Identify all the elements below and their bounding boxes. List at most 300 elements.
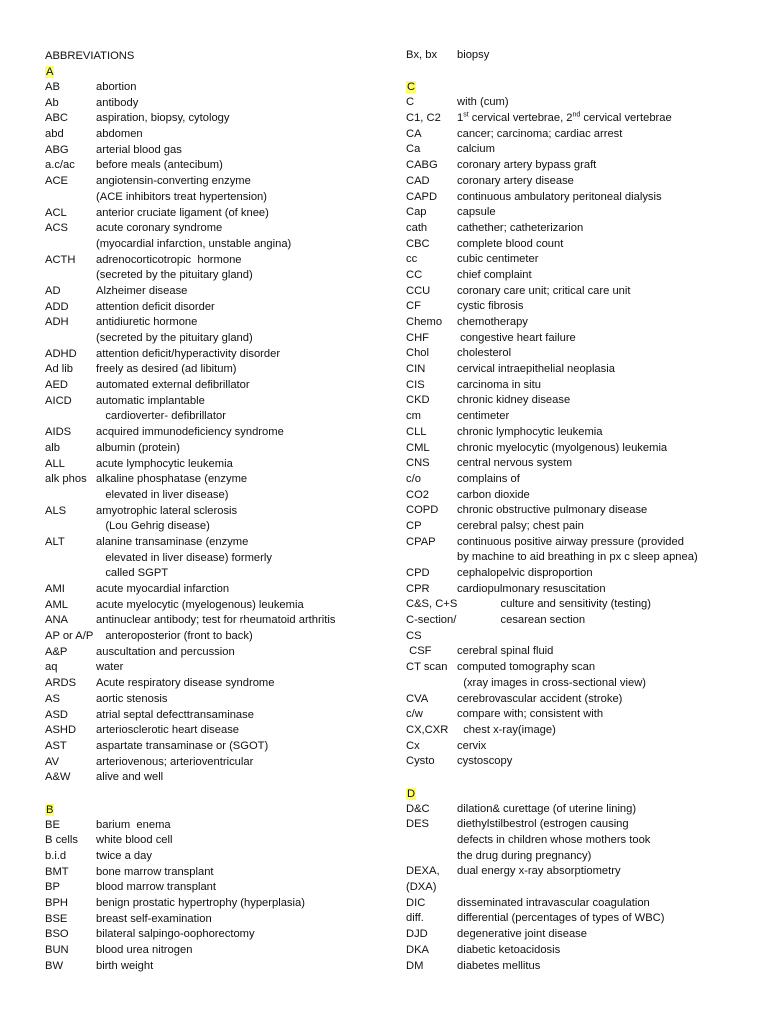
abbreviation-definition: antibody <box>96 96 139 109</box>
abbreviation-row <box>406 644 746 660</box>
abbreviation-row <box>406 174 746 190</box>
page-title: ABBREVIATIONS <box>45 50 135 62</box>
abbreviation-row <box>45 409 365 425</box>
abbreviation-term: ALT <box>45 535 65 548</box>
abbreviation-definition: differential (percentages of types of WBC) <box>457 912 665 925</box>
abbreviation-term: ALL <box>45 457 65 470</box>
abbreviation-row <box>45 80 365 96</box>
abbreviation-term: CABG <box>406 159 438 172</box>
abbreviation-term: AB <box>45 81 60 93</box>
abbreviation-term: Ab <box>45 96 59 109</box>
abbreviation-term: cc <box>406 253 418 266</box>
abbreviation-term <box>406 550 457 566</box>
abbreviation-row <box>45 613 365 629</box>
abbreviation-term: ACTH <box>45 253 76 266</box>
abbreviation-term: CPD <box>406 567 430 579</box>
abbreviation-definition: Alzheimer disease <box>96 284 188 297</box>
abbreviation-term: c/o <box>406 472 421 485</box>
abbreviation-definition: antidiuretic hormone <box>96 316 198 329</box>
abbreviation-row <box>45 268 365 284</box>
abbreviation-term: c/w <box>406 708 423 721</box>
abbreviation-term: a.c/ac <box>45 159 75 172</box>
abbreviation-term: DIC <box>406 896 426 909</box>
abbreviation-term: CAD <box>406 174 430 187</box>
abbreviation-definition: cephalopelvic disproportion <box>457 567 593 579</box>
abbreviation-row <box>406 613 746 629</box>
abbreviation-term: CX,CXR <box>406 723 449 736</box>
section-letter <box>45 802 365 818</box>
abbreviation-row <box>45 221 365 237</box>
abbreviation-row <box>406 190 746 206</box>
abbreviation-definition: freely as desired (ad libitum) <box>96 363 237 376</box>
abbreviation-row <box>406 378 746 394</box>
abbreviation-term: BUN <box>45 944 69 957</box>
abbreviation-row <box>45 253 365 269</box>
abbreviation-term: BP <box>45 881 60 894</box>
abbreviation-definition: computed tomography scan <box>457 661 596 674</box>
abbreviation-term: DJD <box>406 928 428 941</box>
abbreviation-row <box>45 488 365 504</box>
abbreviation-row <box>406 723 746 739</box>
abbreviation-row <box>406 441 746 457</box>
abbreviation-row <box>406 911 746 927</box>
abbreviation-term: C&S, C+S <box>406 598 458 611</box>
abbreviation-row <box>406 660 746 676</box>
section-spacer <box>45 786 365 802</box>
abbreviation-definition: cystoscopy <box>457 755 513 768</box>
abbreviation-row <box>45 284 365 300</box>
abbreviation-definition: chronic obstructive pulmonary disease <box>457 504 648 517</box>
abbreviation-row <box>45 504 365 520</box>
abbreviation-term: CHF <box>406 331 429 344</box>
abbreviation-row <box>406 582 746 598</box>
abbreviation-definition: amyotrophic lateral sclerosis <box>96 504 238 517</box>
abbreviation-term: Bx, bx <box>406 49 438 61</box>
abbreviation-definition: arteriovenous; arterioventricular <box>96 755 254 768</box>
abbreviation-term: AST <box>45 739 67 752</box>
abbreviation-row <box>406 362 746 378</box>
abbreviation-definition: carbon dioxide <box>457 488 530 501</box>
abbreviation-row <box>45 551 365 567</box>
abbreviation-definition: antinuclear antibody; test for rheumatoid arthritis <box>96 614 336 627</box>
abbreviation-term: Ad lib <box>45 363 73 376</box>
abbreviation-term: CIN <box>406 363 426 376</box>
abbreviation-row <box>45 96 365 112</box>
abbreviation-term: ABG <box>45 143 69 156</box>
abbreviation-term: DEXA, <box>406 865 440 878</box>
abbreviation-term: DM <box>406 959 424 972</box>
abbreviation-definition: cubic centimeter <box>457 253 539 266</box>
abbreviation-row <box>45 378 365 394</box>
abbreviation-definition: cardioverter- defibrillator <box>96 410 226 423</box>
abbreviation-row <box>406 346 746 362</box>
abbreviation-definition: cervical intraepithelial neoplasia <box>457 363 615 376</box>
abbreviation-row <box>45 190 365 206</box>
abbreviation-row <box>45 425 365 441</box>
abbreviation-row <box>45 833 365 849</box>
abbreviation-term <box>45 488 96 504</box>
abbreviation-row <box>45 519 365 535</box>
abbreviation-definition: cerebral spinal fluid <box>457 645 554 658</box>
abbreviation-definition: the drug during pregnancy) <box>457 849 592 862</box>
abbreviation-definition: benign prostatic hypertrophy (hyperplasia) <box>96 897 305 910</box>
abbreviation-term: aq <box>45 661 58 674</box>
abbreviation-row <box>45 708 365 724</box>
abbreviation-term: DKA <box>406 943 430 956</box>
abbreviation-term: COPD <box>406 504 439 517</box>
abbreviation-term: AV <box>45 755 60 768</box>
abbreviation-definition: acute myocardial infarction <box>96 583 230 595</box>
section-letter-label: C <box>407 81 416 94</box>
abbreviation-row <box>45 755 365 771</box>
abbreviation-definition: white blood cell <box>96 834 173 847</box>
abbreviation-row <box>406 456 746 472</box>
abbreviation-row <box>406 237 746 253</box>
abbreviation-row <box>406 519 746 535</box>
abbreviation-row <box>45 927 365 943</box>
abbreviation-row <box>45 331 365 347</box>
abbreviation-definition: (secreted by the pituitary gland) <box>96 269 253 282</box>
abbreviation-row <box>45 206 365 222</box>
abbreviation-term: CKD <box>406 394 430 407</box>
abbreviation-term <box>406 849 457 865</box>
abbreviation-term: b.i.d <box>45 850 67 862</box>
abbreviation-definition: birth weight <box>96 959 154 972</box>
abbreviation-term: CO2 <box>406 488 430 501</box>
abbreviation-definition: alive and well <box>96 771 164 784</box>
abbreviation-term: ARDS <box>45 677 77 690</box>
abbreviation-term: diff. <box>406 912 424 925</box>
abbreviation-row <box>406 550 746 566</box>
abbreviation-row <box>45 566 365 582</box>
abbreviation-definition: degenerative joint disease <box>457 928 587 941</box>
abbreviation-definition: automatic implantable <box>96 394 205 407</box>
abbreviation-term: AED <box>45 379 69 392</box>
abbreviation-row <box>406 158 746 174</box>
abbreviation-term: ANA <box>45 614 69 627</box>
abbreviation-term: CA <box>406 127 422 140</box>
abbreviation-row <box>406 268 746 284</box>
abbreviation-row <box>45 598 365 614</box>
abbreviation-term: CBC <box>406 237 430 250</box>
abbreviation-definition: Acute respiratory disease syndrome <box>96 677 275 690</box>
left-column <box>45 48 365 975</box>
abbreviation-row <box>406 959 746 975</box>
abbreviation-term: Chemo <box>406 316 443 328</box>
abbreviation-row <box>45 739 365 755</box>
abbreviation-term: CSF <box>406 645 432 658</box>
abbreviation-row <box>45 723 365 739</box>
abbreviation-definition: chronic lymphocytic leukemia <box>457 425 603 438</box>
abbreviation-definition: chronic myelocytic (myolgenous) leukemia <box>457 441 668 454</box>
abbreviation-definition: adrenocorticotropic hormone <box>96 253 242 266</box>
abbreviation-definition: acute myelocytic (myelogenous) leukemia <box>96 598 304 611</box>
section-letter <box>406 79 746 95</box>
abbreviation-row <box>406 927 746 943</box>
abbreviation-definition: congestive heart failure <box>457 331 576 344</box>
abbreviation-row <box>406 95 746 111</box>
abbreviation-definition: coronary artery bypass graft <box>457 159 597 172</box>
abbreviation-definition: cerebrovascular accident (stroke) <box>457 692 623 705</box>
abbreviation-term: CF <box>406 300 421 313</box>
abbreviation-row <box>45 676 365 692</box>
abbreviation-definition: aspiration, biopsy, cytology <box>96 112 230 125</box>
section-spacer <box>406 64 746 80</box>
abbreviation-row <box>45 896 365 912</box>
abbreviation-row <box>45 457 365 473</box>
abbreviation-definition <box>457 629 746 645</box>
abbreviation-definition: diethylstilbestrol (estrogen causing <box>457 818 629 831</box>
abbreviation-definition: abortion <box>96 81 137 93</box>
abbreviation-row <box>45 347 365 363</box>
abbreviation-definition: defects in children whose mothers took <box>457 834 651 846</box>
abbreviation-definition: continuous ambulatory peritoneal dialysis <box>457 190 662 203</box>
abbreviation-row <box>45 127 365 143</box>
abbreviation-row <box>406 864 746 880</box>
section-letter <box>406 786 746 802</box>
abbreviation-row <box>406 425 746 441</box>
abbreviation-term: CVA <box>406 692 429 705</box>
abbreviation-row <box>406 205 746 221</box>
abbreviation-term: ADH <box>45 316 69 329</box>
abbreviation-term: CAPD <box>406 190 438 203</box>
abbreviation-row <box>406 472 746 488</box>
abbreviation-row <box>45 959 365 975</box>
abbreviation-term: ACS <box>45 222 69 235</box>
abbreviation-term <box>45 519 96 535</box>
abbreviation-definition: culture and sensitivity (testing) <box>457 598 651 611</box>
abbreviation-term: CNS <box>406 457 430 470</box>
abbreviation-term: ASHD <box>45 724 77 737</box>
abbreviation-row <box>45 582 365 598</box>
abbreviation-definition: chemotherapy <box>457 316 528 328</box>
abbreviation-row <box>45 818 365 834</box>
abbreviation-definition: atrial septal defecttransaminase <box>96 708 254 721</box>
abbreviation-term: cath <box>406 221 428 234</box>
abbreviation-row <box>45 300 365 316</box>
section-letter-label: A <box>46 66 54 78</box>
abbreviation-row <box>406 692 746 708</box>
abbreviation-definition: (ACE inhibitors treat hypertension) <box>96 190 267 203</box>
abbreviation-definition: cardiopulmonary resuscitation <box>457 582 606 595</box>
section-spacer <box>406 770 746 786</box>
abbreviation-definition: acute lymphocytic leukemia <box>96 457 233 470</box>
abbreviation-term: B cells <box>45 834 78 847</box>
abbreviation-term <box>45 566 96 582</box>
abbreviation-term: CS <box>406 629 422 642</box>
abbreviation-row <box>45 660 365 676</box>
abbreviation-definition: cerebral palsy; chest pain <box>457 519 584 532</box>
right-column <box>406 48 746 974</box>
abbreviation-term <box>45 551 96 567</box>
abbreviation-term: CT scan <box>406 661 448 674</box>
abbreviation-row <box>45 362 365 378</box>
abbreviation-definition: attention deficit disorder <box>96 300 215 313</box>
abbreviation-row <box>45 394 365 410</box>
abbreviation-term: DES <box>406 818 430 831</box>
abbreviation-definition <box>457 880 746 896</box>
abbreviation-term: Cx <box>406 739 420 752</box>
abbreviation-definition: complains of <box>457 472 520 485</box>
abbreviation-term: A&P <box>45 645 68 658</box>
abbreviation-definition: called SGPT <box>96 567 169 580</box>
abbreviation-term: AD <box>45 284 61 297</box>
abbreviation-definition: alkaline phosphatase (enzyme <box>96 473 248 486</box>
abbreviation-row <box>406 48 746 64</box>
abbreviation-definition: coronary artery disease <box>457 174 574 187</box>
abbreviation-definition: coronary care unit; critical care unit <box>457 284 631 297</box>
abbreviation-row <box>45 535 365 551</box>
abbreviation-definition: acquired immunodeficiency syndrome <box>96 426 284 439</box>
abbreviation-term <box>45 331 96 347</box>
abbreviation-row <box>406 142 746 158</box>
abbreviation-definition: cystic fibrosis <box>457 300 524 313</box>
abbreviation-term: BSO <box>45 928 69 941</box>
abbreviation-term <box>45 190 96 206</box>
abbreviation-definition: dual energy x-ray absorptiometry <box>457 865 621 878</box>
abbreviation-term <box>45 268 96 284</box>
abbreviation-row <box>45 315 365 331</box>
abbreviation-definition: bilateral salpingo-oophorectomy <box>96 928 255 941</box>
abbreviation-term: ACE <box>45 175 69 188</box>
abbreviation-row <box>406 896 746 912</box>
abbreviation-definition: calcium <box>457 143 495 156</box>
abbreviation-definition: dilation& curettage (of uterine lining) <box>457 802 637 815</box>
abbreviation-term: ACL <box>45 206 67 219</box>
abbreviation-definition: (secreted by the pituitary gland) <box>96 332 253 344</box>
abbreviation-definition: carcinoma in situ <box>457 378 541 391</box>
abbreviation-row <box>45 912 365 928</box>
abbreviation-row <box>45 237 365 253</box>
abbreviation-definition: cesarean section <box>457 614 586 627</box>
section-letter <box>45 64 365 80</box>
abbreviation-term: BMT <box>45 865 69 878</box>
abbreviation-term: Chol <box>406 347 430 360</box>
abbreviation-row <box>406 817 746 833</box>
abbreviation-row <box>406 284 746 300</box>
abbreviation-row <box>406 315 746 331</box>
abbreviation-definition: aortic stenosis <box>96 692 168 705</box>
abbreviation-row <box>45 770 365 786</box>
abbreviation-term: ADHD <box>45 347 77 360</box>
abbreviation-definition: cathether; catheterizarion <box>457 221 584 234</box>
abbreviation-term: Cap <box>406 206 427 219</box>
abbreviation-definition: by machine to aid breathing in px c sleep apnea) <box>457 551 698 564</box>
abbreviation-term: BE <box>45 818 60 831</box>
abbreviation-term: CC <box>406 268 423 281</box>
abbreviation-definition: anterior cruciate ligament (of knee) <box>96 206 269 219</box>
abbreviation-definition: centimeter <box>457 410 510 423</box>
abbreviation-row <box>45 629 365 645</box>
abbreviation-definition: cancer; carcinoma; cardiac arrest <box>457 127 623 140</box>
abbreviation-definition: blood marrow transplant <box>96 881 217 894</box>
abbreviation-row <box>45 865 365 881</box>
abbreviation-definition: bone marrow transplant <box>96 865 214 878</box>
abbreviation-definition: diabetes mellitus <box>457 959 541 972</box>
abbreviation-term: A&W <box>45 771 71 784</box>
abbreviation-definition: acute coronary syndrome <box>96 222 223 235</box>
abbreviation-term: C <box>406 96 415 109</box>
abbreviation-term: CPR <box>406 582 430 595</box>
abbreviation-row <box>406 629 746 645</box>
abbreviation-term: CCU <box>406 284 431 297</box>
abbreviation-term: CIS <box>406 378 425 391</box>
abbreviation-row <box>45 849 365 865</box>
abbreviation-definition: 1st cervical vertebrae, 2nd cervical vertebrae <box>457 111 672 125</box>
abbreviation-definition: (Lou Gehrig disease) <box>96 520 210 533</box>
abbreviation-term <box>406 676 457 692</box>
abbreviation-row <box>45 692 365 708</box>
abbreviation-definition: breast self-examination <box>96 912 212 925</box>
abbreviation-definition: arterial blood gas <box>96 143 182 156</box>
abbreviation-row <box>45 143 365 159</box>
abbreviation-row <box>45 441 365 457</box>
abbreviation-term: CP <box>406 519 422 532</box>
abbreviation-term: C-section/ <box>406 614 457 627</box>
abbreviation-term: ABC <box>45 112 69 125</box>
abbreviation-row <box>406 676 746 692</box>
abbreviation-term: CPAP <box>406 535 436 548</box>
abbreviation-row <box>406 488 746 504</box>
abbreviation-term: Ca <box>406 143 421 156</box>
abbreviation-definition: auscultation and percussion <box>96 645 235 658</box>
abbreviation-row <box>45 472 365 488</box>
abbreviation-definition: chronic kidney disease <box>457 394 571 407</box>
abbreviation-row <box>406 299 746 315</box>
abbreviation-definition: abdomen <box>96 128 143 141</box>
abbreviation-row <box>406 535 746 551</box>
abbreviation-term <box>45 237 96 253</box>
abbreviation-definition: angiotensin-converting enzyme <box>96 175 251 188</box>
abbreviation-row <box>406 503 746 519</box>
abbreviation-term: CML <box>406 441 430 454</box>
abbreviation-definition: chest x-ray(image) <box>457 723 556 736</box>
abbreviation-row <box>406 707 746 723</box>
abbreviation-definition: arteriosclerotic heart disease <box>96 724 240 737</box>
abbreviation-term: cm <box>406 410 421 423</box>
abbreviation-definition: central nervous system <box>457 457 573 470</box>
abbreviation-row <box>406 943 746 959</box>
abbreviation-definition: diabetic ketoacidosis <box>457 943 561 956</box>
abbreviation-term: ADD <box>45 300 69 313</box>
abbreviation-term: C1, C2 <box>406 112 441 125</box>
abbreviation-term: ALS <box>45 504 67 517</box>
abbreviation-term: AP or A/P <box>45 630 94 643</box>
abbreviation-row <box>406 754 746 770</box>
abbreviation-term: AICD <box>45 394 72 407</box>
abbreviation-definition: anteroposterior (front to back) <box>96 630 253 643</box>
abbreviation-term: alk phos <box>45 473 87 486</box>
abbreviation-row <box>406 849 746 865</box>
abbreviation-definition: (myocardial infarction, unstable angina) <box>96 237 292 250</box>
abbreviation-row <box>406 252 746 268</box>
abbreviation-row <box>45 943 365 959</box>
abbreviation-row <box>406 111 746 127</box>
abbreviation-row <box>45 645 365 661</box>
abbreviation-definition: continuous positive airway pressure (provided <box>457 535 684 548</box>
abbreviation-definition: water <box>96 661 124 674</box>
abbreviation-definition: capsule <box>457 206 496 219</box>
abbreviation-row <box>45 158 365 174</box>
abbreviation-definition: compare with; consistent with <box>457 708 604 721</box>
abbreviation-term: AML <box>45 598 69 611</box>
abbreviation-term: (DXA) <box>406 881 437 894</box>
abbreviation-row <box>45 174 365 190</box>
abbreviation-term: alb <box>45 441 60 454</box>
abbreviation-row <box>406 833 746 849</box>
abbreviation-definition: barium enema <box>96 818 171 831</box>
abbreviation-row <box>406 566 746 582</box>
